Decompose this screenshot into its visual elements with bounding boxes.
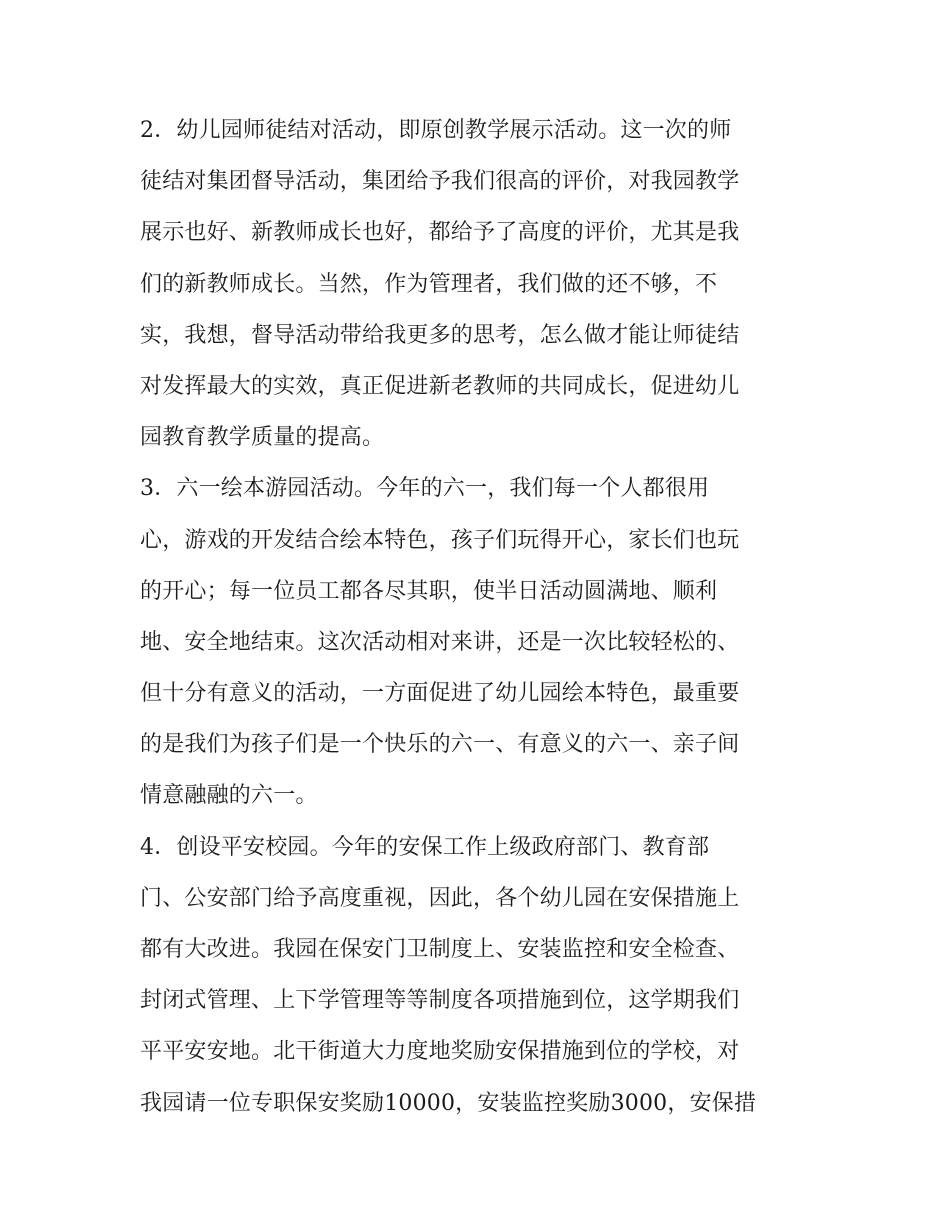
text-line: 2．幼儿园师徒结对活动，即原创教学展示活动。这一次的师 (140, 118, 732, 143)
text-line: 3．六一绘本游园活动。今年的六一，我们每一个人都很用 (140, 476, 710, 502)
text-line: 心，游戏的开发结合绘本特色，孩子们玩得开心，家长们也玩 (140, 527, 740, 553)
text-line: 实，我想，督导活动带给我更多的思考，怎么做才能让师徒结 (140, 322, 740, 348)
text-line: 封闭式管理、上下学管理等等制度各项措施到位，这学期我们 (140, 988, 740, 1014)
text-line: 但十分有意义的活动，一方面促进了幼儿园绘本特色，最重要 (140, 681, 740, 707)
text-line: 们的新教师成长。当然，作为管理者，我们做的还不够，不 (140, 271, 718, 297)
text-line: 徒结对集团督导活动，集团给予我们很高的评价，对我园教学 (140, 169, 740, 195)
text-line: 门、公安部门给予高度重视，因此，各个幼儿园在安保措施上 (140, 885, 740, 911)
document-body (140, 105, 812, 1129)
text-line: 平平安安地。北干街道大力度地奖励安保措施到位的学校，对 (140, 1039, 740, 1065)
text-line: 4．创设平安校园。今年的安保工作上级政府部门、教育部 (140, 834, 710, 860)
text-line: 的开心；每一位员工都各尽其职，使半日活动圆满地、顺利 (140, 578, 718, 604)
text-line: 地、安全地结束。这次活动相对来讲，还是一次比较轻松的、 (140, 629, 740, 655)
text-line: 的是我们为孩子们是一个快乐的六一、有意义的六一、亲子间 (140, 732, 740, 758)
text-line: 园教育教学质量的提高。 (140, 425, 385, 451)
text-line: 情意融融的六一。 (140, 783, 318, 809)
text-line: 都有大改进。我园在保安门卫制度上、安装监控和安全检查、 (140, 937, 740, 962)
text-line: 对发挥最大的实效，真正促进新老教师的共同成长，促进幼儿 (140, 373, 740, 399)
text-line: 我园请一位专职保安奖励10000，安装监控奖励3000，安保措 (140, 1090, 757, 1116)
text-line: 展示也好、新教师成长也好，都给予了高度的评价，尤其是我 (140, 220, 740, 246)
